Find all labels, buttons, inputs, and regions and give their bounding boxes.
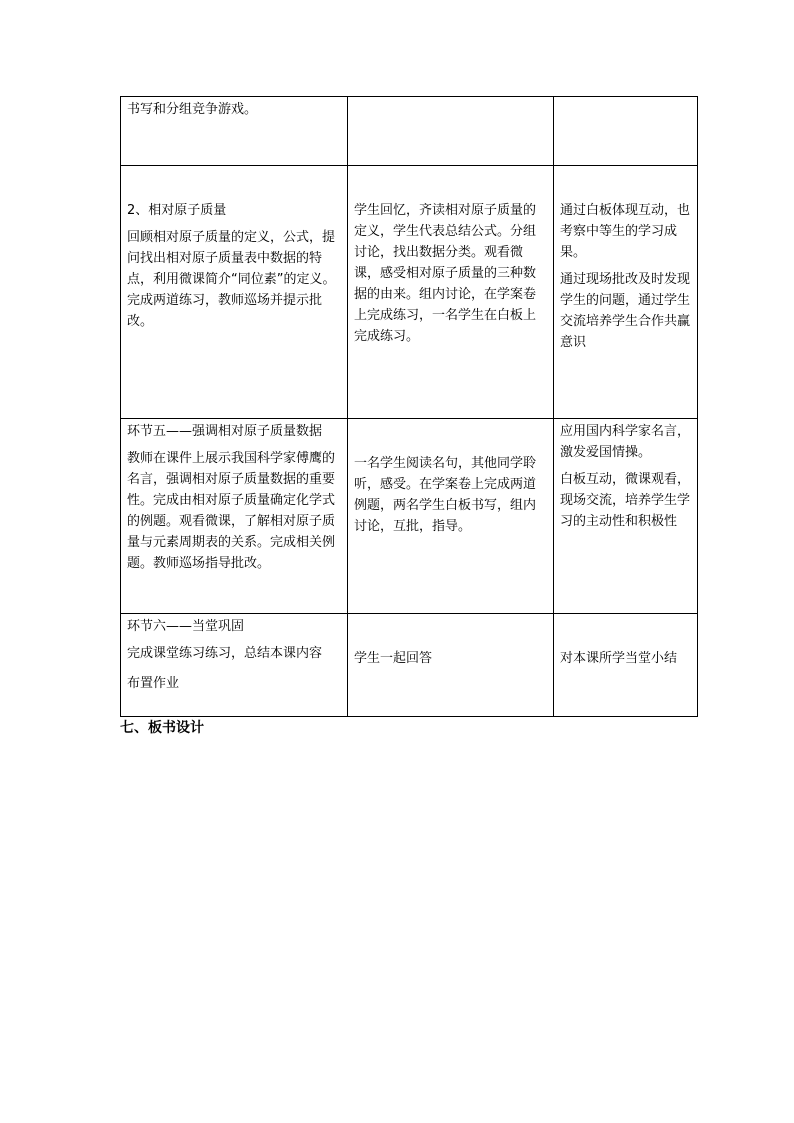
table-cell — [554, 614, 698, 717]
table-cell — [348, 419, 554, 614]
cell-text: 通过现场批改及时发现学生的问题，通过学生交流培养学生合作共赢意识 — [560, 272, 691, 350]
cell-text: 回顾相对原子质量的定义，公式，提问找出相对原子质量表中数据的特点，利用微课简介“同位素”的定义。完成两道练习，教师巡场并提示批改。 — [127, 230, 336, 329]
cell-text: 应用国内科学家名言，激发爱国情操。 — [560, 424, 691, 460]
table-row — [121, 97, 698, 166]
table-cell — [554, 419, 698, 614]
cell-text: 布置作业 — [127, 676, 180, 691]
cell-text: 学生回忆，齐读相对原子质量的定义，学生代表总结公式。分组讨论，找出数据分类。观看微课，感受相对原子质量的三种数据的由来。组内讨论，在学案卷上完成练习，一名学生在白板上完成练习。 — [354, 203, 537, 344]
table-cell — [121, 97, 348, 166]
cell-text: 教师在课件上展示我国科学家傅鹰的名言，强调相对原子质量数据的重要性。完成由相对原子质量确定化学式的例题。观看微课，了解相对原子质量与元素周期表的关系。完成相关例题。教师巡场指导批改。 — [127, 451, 336, 571]
cell-text: 一名学生阅读名句，其他同学聆听，感受。在学案卷上完成两道例题，两名学生白板书写，组内讨论，互批，指导。 — [354, 456, 537, 534]
table-cell — [348, 614, 554, 717]
lesson-plan-table — [120, 96, 698, 717]
table-row — [121, 166, 698, 419]
table-row — [121, 614, 698, 717]
cell-title: 2、相对原子质量 — [127, 203, 227, 218]
table-cell — [348, 166, 554, 419]
table-row — [121, 419, 698, 614]
cell-text: 对本课所学当堂小结 — [560, 651, 678, 666]
cell-text: 通过白板体现互动，也考察中等生的学习成果。 — [560, 203, 691, 260]
cell-title: 环节六——当堂巩固 — [127, 619, 245, 634]
cell-text: 完成课堂练习练习，总结本课内容 — [127, 646, 323, 661]
table-cell — [348, 97, 554, 166]
section-heading: 七、板书设计 — [120, 720, 204, 736]
table-cell — [554, 97, 698, 166]
table-cell — [121, 166, 348, 419]
cell-text: 白板互动，微课观看，现场交流，培养学生学习的主动性和积极性 — [560, 472, 691, 529]
cell-text: 学生一起回答 — [354, 651, 433, 666]
table-cell — [121, 614, 348, 717]
table-cell — [554, 166, 698, 419]
cell-text: 书写和分组竞争游戏。 — [127, 102, 258, 117]
table-cell — [121, 419, 348, 614]
cell-title: 环节五——强调相对原子质量数据 — [127, 424, 323, 439]
